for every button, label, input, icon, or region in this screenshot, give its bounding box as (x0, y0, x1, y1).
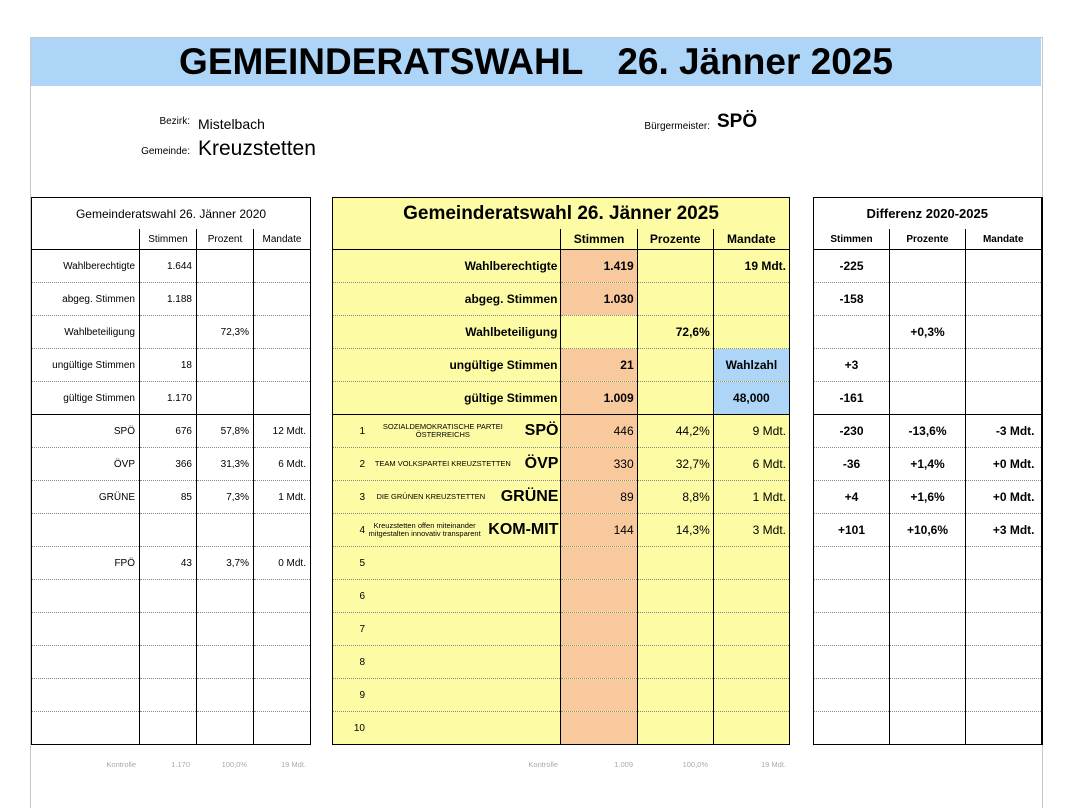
cell-stimmen (561, 646, 637, 679)
cell-mandate (966, 613, 1042, 646)
cell-stimmen: 1.030 (561, 283, 637, 316)
table-row (32, 613, 311, 646)
party-name (32, 613, 140, 646)
kontrolle-2020-prozent: 100,0% (221, 760, 247, 769)
cell-stimmen: 1.419 (561, 250, 637, 283)
cell-stimmen: -161 (814, 382, 890, 415)
table-row (333, 250, 790, 283)
cell-prozent (637, 349, 713, 382)
party-wrap (333, 613, 560, 645)
cell-prozent: +1,6% (890, 481, 966, 514)
party-name (32, 580, 140, 613)
cell-prozent (637, 283, 713, 316)
party-cell (333, 448, 561, 481)
cell-stimmen: 18 (140, 349, 197, 382)
cell-stimmen (140, 712, 197, 745)
header-prozente: Prozente (890, 229, 966, 250)
gemeinde-label-wrap (100, 146, 190, 157)
cell-stimmen (814, 613, 890, 646)
cell-stimmen: 1.644 (140, 250, 197, 283)
cell-mandate: 19 Mdt. (713, 250, 789, 283)
cell-prozent: 8,8% (637, 481, 713, 514)
table-row (333, 580, 790, 613)
cell-prozent (637, 250, 713, 283)
row-label: Wahlbeteiligung (32, 316, 140, 349)
table-row (32, 349, 311, 382)
kontrolle-2025-stimmen: 1.009 (614, 760, 633, 769)
cell-prozent (197, 349, 254, 382)
title-date: 26. Jänner 2025 (617, 41, 893, 82)
table-row (814, 283, 1042, 316)
cell-prozent: +1,4% (890, 448, 966, 481)
party-wrap (333, 580, 560, 612)
cell-mandate (966, 349, 1042, 382)
cell-stimmen (814, 580, 890, 613)
table-2025 (332, 197, 790, 745)
cell-mandate (254, 283, 311, 316)
cell-mandate (254, 349, 311, 382)
cell-prozent: 57,8% (197, 415, 254, 448)
party-name: SPÖ (32, 415, 140, 448)
cell-prozent (637, 679, 713, 712)
cell-mandate (713, 283, 789, 316)
cell-mandate (254, 250, 311, 283)
party-wrap (333, 481, 560, 513)
row-label: ungültige Stimmen (333, 349, 561, 382)
cell-prozent (197, 712, 254, 745)
table-row (333, 283, 790, 316)
cell-mandate: +0 Mdt. (966, 448, 1042, 481)
bezirk-label: Bezirk: (159, 116, 190, 127)
cell-prozent (197, 646, 254, 679)
party-number: 2 (359, 458, 365, 470)
party-wrap (333, 679, 560, 711)
header-prozent: Prozent (197, 229, 254, 250)
row-label: abgeg. Stimmen (333, 283, 561, 316)
cell-stimmen (561, 613, 637, 646)
table-row (814, 712, 1042, 745)
cell-stimmen: -225 (814, 250, 890, 283)
cell-prozent (637, 580, 713, 613)
cell-stimmen: -36 (814, 448, 890, 481)
table-row (333, 646, 790, 679)
row-label: abgeg. Stimmen (32, 283, 140, 316)
party-number: 9 (359, 689, 365, 701)
table-row (333, 349, 790, 382)
cell-prozent (197, 283, 254, 316)
party-cell (333, 514, 561, 547)
table-row (333, 316, 790, 349)
party-wrap (333, 646, 560, 678)
cell-mandate (713, 316, 789, 349)
cell-mandate (966, 679, 1042, 712)
party-short-name: GRÜNE (500, 488, 559, 505)
party-cell (333, 646, 561, 679)
cell-mandate (713, 613, 789, 646)
table-row (814, 514, 1042, 547)
party-wrap (333, 448, 560, 480)
cell-stimmen (561, 712, 637, 745)
cell-mandate (966, 547, 1042, 580)
cell-prozent (890, 547, 966, 580)
party-number: 10 (353, 722, 365, 734)
cell-prozent (197, 613, 254, 646)
party-wrap (333, 514, 560, 546)
table-row (32, 448, 311, 481)
table-row (814, 250, 1042, 283)
cell-prozent (890, 580, 966, 613)
table-row (814, 547, 1042, 580)
cell-mandate (966, 316, 1042, 349)
cell-mandate: 12 Mdt. (254, 415, 311, 448)
party-description: DIE GRÜNEN KREUZSTETTEN (376, 492, 486, 501)
cell-prozent (637, 547, 713, 580)
table-row (333, 547, 790, 580)
table-row (333, 481, 790, 514)
cell-stimmen: 85 (140, 481, 197, 514)
table-row (333, 514, 790, 547)
cell-stimmen (140, 613, 197, 646)
party-cell (333, 580, 561, 613)
table-row (32, 415, 311, 448)
cell-prozent: +0,3% (890, 316, 966, 349)
cell-prozent: 72,6% (637, 316, 713, 349)
cell-mandate (966, 382, 1042, 415)
table-row (814, 481, 1042, 514)
table-row (814, 349, 1042, 382)
party-cell (333, 547, 561, 580)
cell-prozent (890, 679, 966, 712)
party-name: GRÜNE (32, 481, 140, 514)
header-stimmen: Stimmen (814, 229, 890, 250)
cell-stimmen (561, 679, 637, 712)
table-row (814, 580, 1042, 613)
bezirk-wrap (198, 116, 265, 132)
header-mandate: Mandate (966, 229, 1042, 250)
table-row (32, 514, 311, 547)
header-empty (32, 229, 140, 250)
cell-prozent (890, 382, 966, 415)
cell-stimmen (140, 580, 197, 613)
party-cell (333, 712, 561, 745)
header-empty (333, 229, 561, 250)
party-number: 3 (359, 491, 365, 503)
kontrolle-2025-label: Kontrolle (528, 760, 558, 769)
cell-mandate: 6 Mdt. (254, 448, 311, 481)
cell-mandate (254, 316, 311, 349)
cell-stimmen: 144 (561, 514, 637, 547)
cell-prozent (637, 712, 713, 745)
kontrolle-2020-label: Kontrolle (106, 760, 136, 769)
table-row (333, 382, 790, 415)
cell-stimmen: +4 (814, 481, 890, 514)
cell-stimmen: +3 (814, 349, 890, 382)
cell-prozent (197, 514, 254, 547)
cell-mandate: -3 Mdt. (966, 415, 1042, 448)
party-number: 5 (359, 557, 365, 569)
kontrolle-2025-mandate: 19 Mdt. (760, 760, 786, 769)
buergermeister-wrap (717, 111, 757, 133)
header-stimmen: Stimmen (561, 229, 637, 250)
cell-prozent: 44,2% (637, 415, 713, 448)
party-cell (333, 679, 561, 712)
cell-prozent: 72,3% (197, 316, 254, 349)
table-row (32, 283, 311, 316)
table-differenz (813, 197, 1043, 745)
party-name (32, 514, 140, 547)
cell-mandate (254, 580, 311, 613)
row-label: Wahlberechtigte (32, 250, 140, 283)
cell-stimmen: 89 (561, 481, 637, 514)
cell-mandate (254, 679, 311, 712)
cell-prozent: -13,6% (890, 415, 966, 448)
table-2020 (31, 197, 311, 745)
table-2025-title: Gemeinderatswahl 26. Jänner 2025 (403, 202, 719, 224)
table-row (32, 712, 311, 745)
cell-mandate (254, 646, 311, 679)
gemeinde-value: Kreuzstetten (198, 137, 316, 160)
cell-mandate (713, 646, 789, 679)
table-row (814, 415, 1042, 448)
cell-prozent (890, 613, 966, 646)
gemeinde-wrap (198, 137, 316, 161)
table-row (32, 646, 311, 679)
row-label: Wahlberechtigte (333, 250, 561, 283)
cell-stimmen (561, 547, 637, 580)
header-mandate: Mandate (254, 229, 311, 250)
cell-mandate (966, 283, 1042, 316)
header-stimmen: Stimmen (140, 229, 197, 250)
party-name (32, 679, 140, 712)
cell-stimmen (814, 679, 890, 712)
cell-mandate (713, 679, 789, 712)
cell-stimmen (814, 646, 890, 679)
table-row (333, 613, 790, 646)
cell-stimmen: 676 (140, 415, 197, 448)
table-row (32, 250, 311, 283)
cell-prozent (890, 712, 966, 745)
party-number: 4 (359, 524, 365, 536)
wahlzahl-label: Wahlzahl (713, 349, 789, 382)
cell-mandate (713, 580, 789, 613)
cell-stimmen: -158 (814, 283, 890, 316)
cell-stimmen: 1.170 (140, 382, 197, 415)
table-row (814, 448, 1042, 481)
cell-stimmen (814, 316, 890, 349)
row-label: ungültige Stimmen (32, 349, 140, 382)
cell-mandate: +0 Mdt. (966, 481, 1042, 514)
cell-prozent (890, 283, 966, 316)
cell-stimmen (561, 580, 637, 613)
cell-prozent: 3,7% (197, 547, 254, 580)
cell-stimmen: 1.009 (561, 382, 637, 415)
cell-prozent (890, 349, 966, 382)
cell-prozent: 32,7% (637, 448, 713, 481)
table-row (814, 316, 1042, 349)
table-row (333, 448, 790, 481)
cell-stimmen: 1.188 (140, 283, 197, 316)
table-row (814, 646, 1042, 679)
cell-mandate (966, 250, 1042, 283)
table-2020-title: Gemeinderatswahl 26. Jänner 2020 (75, 206, 267, 221)
table-row (333, 679, 790, 712)
cell-stimmen: 366 (140, 448, 197, 481)
cell-prozent (637, 382, 713, 415)
buergermeister-value: SPÖ (717, 111, 758, 132)
buergermeister-label-wrap (600, 121, 710, 132)
cell-mandate (254, 382, 311, 415)
cell-mandate: 9 Mdt. (713, 415, 789, 448)
cell-prozent: +10,6% (890, 514, 966, 547)
party-description: SOZIALDEMOKRATISCHE PARTEI ÖSTERREICHS (382, 422, 503, 439)
kontrolle-2020-mandate: 19 Mdt. (280, 760, 306, 769)
table-row (333, 712, 790, 745)
cell-mandate: 1 Mdt. (713, 481, 789, 514)
party-cell (333, 613, 561, 646)
party-number: 7 (359, 623, 365, 635)
cell-stimmen (814, 547, 890, 580)
table-row (814, 679, 1042, 712)
party-description: Kreuzstetten offen miteinander mitgestalten innovativ transparent (368, 521, 481, 538)
cell-stimmen (561, 316, 637, 349)
cell-prozent: 14,3% (637, 514, 713, 547)
cell-mandate (713, 712, 789, 745)
party-wrap (333, 712, 560, 744)
row-label: gültige Stimmen (32, 382, 140, 415)
cell-stimmen: 21 (561, 349, 637, 382)
cell-stimmen: 43 (140, 547, 197, 580)
table-row (814, 382, 1042, 415)
cell-prozent (637, 613, 713, 646)
header-mandate: Mandate (713, 229, 789, 250)
cell-prozent (890, 250, 966, 283)
party-short-name: ÖVP (524, 455, 559, 472)
cell-mandate (254, 712, 311, 745)
party-cell (333, 415, 561, 448)
cell-stimmen: 446 (561, 415, 637, 448)
cell-prozent (197, 679, 254, 712)
cell-mandate (966, 646, 1042, 679)
cell-prozent: 31,3% (197, 448, 254, 481)
party-name: ÖVP (32, 448, 140, 481)
table-row (32, 481, 311, 514)
cell-prozent (637, 646, 713, 679)
party-wrap (333, 547, 560, 579)
bezirk-value: Mistelbach (198, 116, 265, 132)
table-row (32, 382, 311, 415)
kontrolle-2020-stimmen: 1.170 (171, 760, 190, 769)
party-name: FPÖ (32, 547, 140, 580)
party-cell (333, 481, 561, 514)
table-row (32, 316, 311, 349)
cell-prozent (197, 250, 254, 283)
party-short-name: KOM-MIT (488, 521, 559, 538)
cell-mandate (254, 613, 311, 646)
party-wrap (333, 415, 560, 447)
table-row (333, 415, 790, 448)
party-short-name: SPÖ (524, 422, 559, 439)
title-main: GEMEINDERATSWAHL (179, 41, 584, 82)
cell-mandate (254, 514, 311, 547)
table-row (32, 679, 311, 712)
cell-stimmen: 330 (561, 448, 637, 481)
cell-stimmen (814, 712, 890, 745)
cell-mandate: 6 Mdt. (713, 448, 789, 481)
cell-stimmen (140, 316, 197, 349)
cell-prozent (197, 580, 254, 613)
cell-prozent: 7,3% (197, 481, 254, 514)
bezirk-label-wrap (100, 116, 190, 127)
table-row (32, 547, 311, 580)
cell-mandate (966, 580, 1042, 613)
table-row (32, 580, 311, 613)
party-description: TEAM VOLKSPARTEI KREUZSTETTEN (374, 459, 511, 468)
row-label: Wahlbeteiligung (333, 316, 561, 349)
row-label: gültige Stimmen (333, 382, 561, 415)
wahlzahl-value: 48,000 (713, 382, 789, 415)
cell-stimmen: +101 (814, 514, 890, 547)
cell-mandate: 1 Mdt. (254, 481, 311, 514)
cell-mandate: +3 Mdt. (966, 514, 1042, 547)
table-row (814, 613, 1042, 646)
kontrolle-2025-prozent: 100,0% (682, 760, 708, 769)
cell-stimmen (140, 514, 197, 547)
party-name (32, 646, 140, 679)
buergermeister-label: Bürgermeister: (644, 121, 710, 132)
cell-stimmen (140, 679, 197, 712)
gemeinde-label: Gemeinde: (141, 146, 190, 157)
cell-stimmen (140, 646, 197, 679)
page-title (31, 38, 1041, 86)
cell-mandate: 3 Mdt. (713, 514, 789, 547)
cell-mandate (713, 547, 789, 580)
cell-prozent (197, 382, 254, 415)
party-number: 8 (359, 656, 365, 668)
cell-mandate: 0 Mdt. (254, 547, 311, 580)
header-prozente: Prozente (637, 229, 713, 250)
party-number: 1 (359, 425, 365, 437)
cell-stimmen: -230 (814, 415, 890, 448)
party-name (32, 712, 140, 745)
party-number: 6 (359, 590, 365, 602)
cell-mandate (966, 712, 1042, 745)
cell-prozent (890, 646, 966, 679)
table-differenz-title: Differenz 2020-2025 (866, 206, 988, 221)
